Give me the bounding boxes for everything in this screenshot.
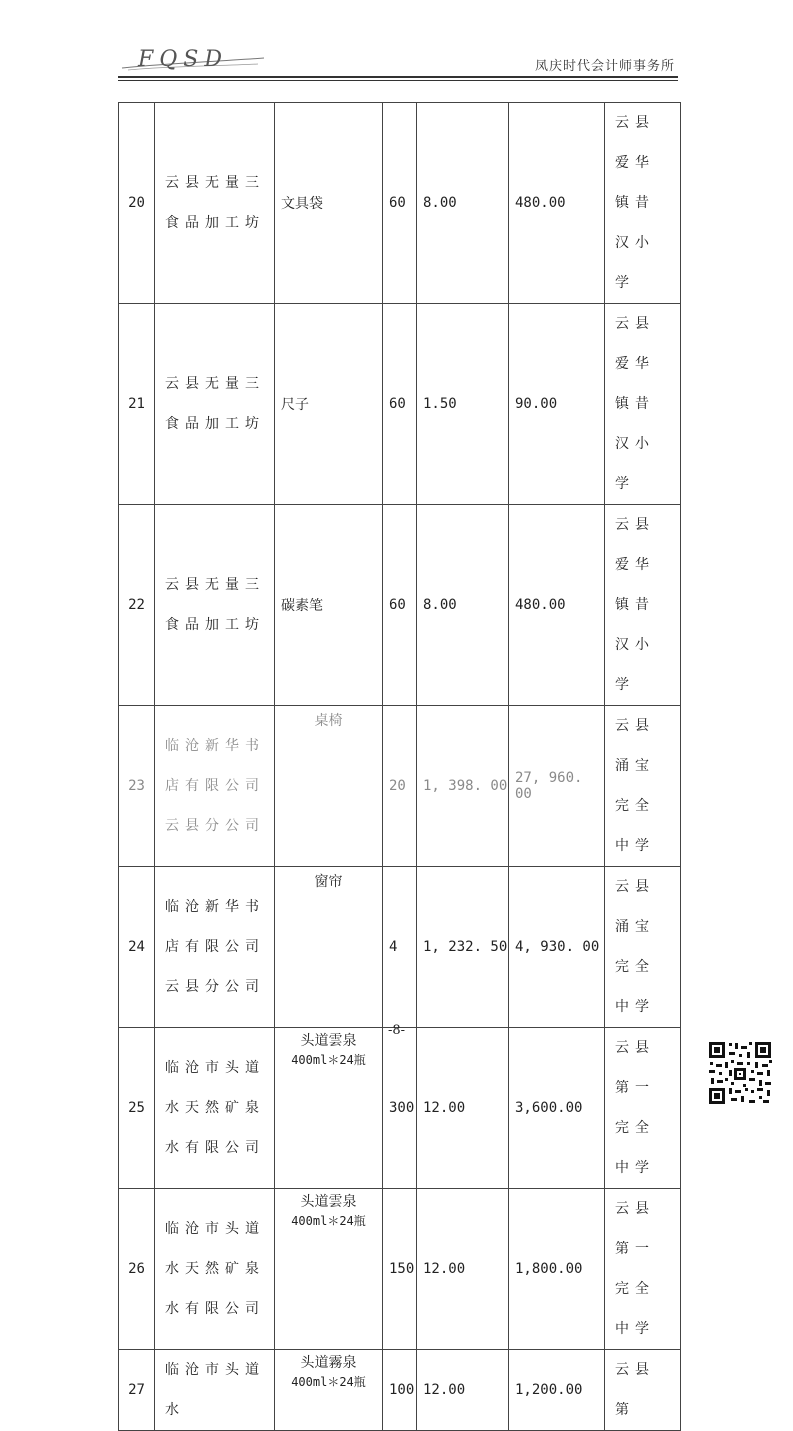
amount-cell: 1,200.00 [509,1350,605,1431]
amount-cell: 480.00 [509,103,605,304]
row-number: 24 [119,867,155,1028]
firm-name: 凤庆时代会计师事务所 [534,59,675,74]
quantity-cell: 60 [383,103,417,304]
amount-cell: 480.00 [509,505,605,706]
item-cell: 桌椅 [275,706,383,867]
amount-cell: 90.00 [509,304,605,505]
supplier-cell: 云县无量三食品加工坊 [155,505,275,706]
table-row [119,1350,681,1431]
row-number: 20 [119,103,155,304]
school-cell: 云县爱华镇昔汉小学 [605,103,681,304]
item-cell: 窗帘 [275,867,383,1028]
item-cell [275,1189,383,1350]
table-row [119,505,681,706]
unit-price-cell: 12.00 [417,1189,509,1350]
school-cell: 云县第一完全中学 [605,1189,681,1350]
logo-text: FQSD [138,47,229,72]
school-cell: 云县第 [605,1350,681,1431]
table-row [119,706,681,867]
item-name: 头道霧泉 [300,1355,357,1371]
row-number: 25 [119,1028,155,1189]
item-cell: 文具袋 [275,103,383,304]
supplier-cell: 临沧市头道水 [155,1350,275,1431]
item-cell: 碳素笔 [275,505,383,706]
row-number: 22 [119,505,155,706]
item-spec: 400ml＊24瓶 [291,1053,366,1067]
school-cell: 云县涌宝完全中学 [605,867,681,1028]
row-number: 23 [119,706,155,867]
table-row [119,1028,681,1189]
item-cell: 尺子 [275,304,383,505]
unit-price-cell: 8.00 [417,505,509,706]
row-number: 27 [119,1350,155,1431]
item-cell [275,1350,383,1431]
table-row [119,1189,681,1350]
school-cell: 云县爱华镇昔汉小学 [605,304,681,505]
row-number: 21 [119,304,155,505]
quantity-cell: 60 [383,304,417,505]
unit-price-cell: 1.50 [417,304,509,505]
supplier-cell: 云县无量三食品加工坊 [155,103,275,304]
item-name: 头道雲泉 [300,1033,357,1049]
school-cell: 云县爱华镇昔汉小学 [605,505,681,706]
quantity-cell: 20 [383,706,417,867]
item-name: 头道雲泉 [300,1194,357,1210]
supplier-cell: 云县无量三食品加工坊 [155,304,275,505]
amount-cell: 1,800.00 [509,1189,605,1350]
amount-cell: 4, 930. 00 [509,867,605,1028]
table-row [119,867,681,1028]
quantity-cell: 60 [383,505,417,706]
unit-price-cell: 12.00 [417,1350,509,1431]
item-spec: 400ml＊24瓶 [291,1375,366,1389]
item-cell [275,1028,383,1189]
quantity-cell: 100 [383,1350,417,1431]
header-rule [118,76,678,78]
item-spec: 400ml＊24瓶 [291,1214,366,1228]
procurement-table [118,102,681,1431]
unit-price-cell: 8.00 [417,103,509,304]
unit-price-cell: 1, 232. 50 [417,867,509,1028]
supplier-cell: 临沧新华书店有限公司云县分公司 [155,867,275,1028]
school-cell: 云县第一完全中学 [605,1028,681,1189]
unit-price-cell: 12.00 [417,1028,509,1189]
table-row [119,304,681,505]
amount-cell: 3,600.00 [509,1028,605,1189]
quantity-cell: 150 [383,1189,417,1350]
unit-price-cell: 1, 398. 00 [417,706,509,867]
school-cell: 云县涌宝完全中学 [605,706,681,867]
amount-cell: 27, 960. 00 [509,706,605,867]
table-row [119,103,681,304]
qr-code-icon [707,1040,773,1106]
row-number: 26 [119,1189,155,1350]
supplier-cell: 临沧市头道水天然矿泉水有限公司 [155,1028,275,1189]
header-rule-thin [118,80,678,81]
supplier-cell: 临沧新华书店有限公司云县分公司 [155,706,275,867]
quantity-cell: 300 [383,1028,417,1189]
firm-logo [118,44,268,74]
page-number: -8- [387,1023,406,1038]
supplier-cell: 临沧市头道水天然矿泉水有限公司 [155,1189,275,1350]
quantity-cell: 4 [383,867,417,1028]
